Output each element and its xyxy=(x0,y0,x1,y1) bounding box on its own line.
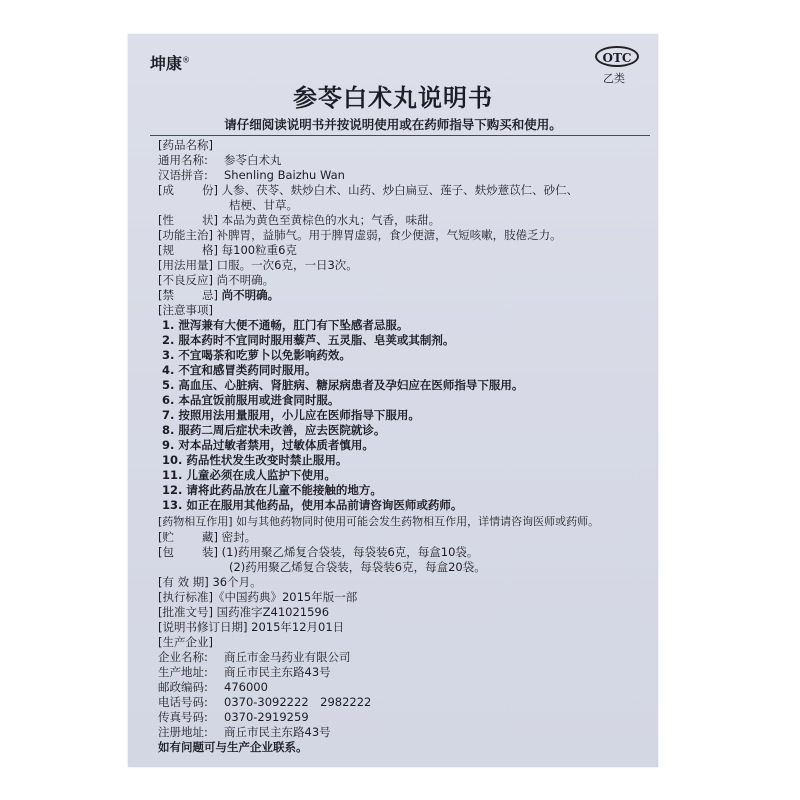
precaution-item: 12. 请将此药品放在儿童不能接触的地方。 xyxy=(162,483,382,497)
contra-row: [禁 忌] 尚不明确。 xyxy=(158,288,280,302)
registered-address-row: 注册地址: 商丘市民主东路43号 xyxy=(158,725,331,739)
precaution-item: 8. 服药二周后症状未改善，应去医院就诊。 xyxy=(162,423,386,437)
contact-note: 如有问题可与生产企业联系。 xyxy=(158,740,308,754)
generic-name-row: 通用名称: 参苓白术丸 xyxy=(158,153,282,167)
postal-code-row: 邮政编码: 476000 xyxy=(158,680,268,694)
phone-row: 电话号码: 0370-3092222 2982222 xyxy=(158,695,372,709)
spec-row: [规 格] 每100粒重6克 xyxy=(158,243,297,257)
indication-row: [功能主治] 补脾胃，益肺气。用于脾胃虚弱，食少便溏，气短咳嗽，肢倦乏力。 xyxy=(158,228,562,242)
precaution-item: 5. 高血压、心脏病、肾脏病、糖尿病患者及孕妇应在医师指导下服用。 xyxy=(162,378,524,392)
precaution-item: 2. 服本药时不宜同时服用藜芦、五灵脂、皂荚或其制剂。 xyxy=(162,333,455,347)
section-precautions: [注意事项] xyxy=(158,303,213,317)
interaction-row: [药物相互作用] 如与其他药物同时使用可能会发生药物相互作用，详情请咨询医师或药师。 xyxy=(158,515,600,528)
approval-row: [批准文号] 国药准字Z41021596 xyxy=(158,605,330,619)
top-divider xyxy=(150,135,650,136)
otc-badge: OTC xyxy=(595,46,639,67)
validity-row: [有 效 期] 36个月。 xyxy=(158,575,262,589)
otc-class-label: 乙类 xyxy=(603,72,625,85)
document-title: 参苓白术丸说明书 xyxy=(293,84,493,112)
package-row: [包 装] (1)药用聚乙烯复合袋装，每袋装6克，每盒10袋。 xyxy=(158,545,479,559)
character-row: [性 状] 本品为黄色至黄棕色的水丸；气香，味甜。 xyxy=(158,213,441,227)
revision-row: [说明书修订日期] 2015年12月01日 xyxy=(158,620,345,634)
precaution-item: 4. 不宜和感冒类药同时服用。 xyxy=(162,363,317,377)
precaution-item: 1. 泄泻兼有大便不通畅，肛门有下坠感者忌服。 xyxy=(162,318,409,332)
precaution-item: 3. 不宜喝茶和吃萝卜以免影响药效。 xyxy=(162,348,351,362)
document-subtitle: 请仔细阅读说明书并按说明使用或在药师指导下购买和使用。 xyxy=(224,117,562,132)
pinyin-row: 汉语拼音: Shenling Baizhu Wan xyxy=(158,168,345,182)
precaution-item: 11. 儿童必须在成人监护下使用。 xyxy=(162,468,336,482)
standard-row: [执行标准]《中国药典》2015年版一部 xyxy=(158,590,358,604)
production-address-row: 生产地址: 商丘市民主东路43号 xyxy=(158,665,331,679)
precaution-item: 13. 如正在服用其他药品，使用本品前请咨询医师或药师。 xyxy=(162,498,463,512)
section-manufacturer: [生产企业] xyxy=(158,635,213,649)
section-drug-name: [药品名称] xyxy=(158,138,213,152)
brand-logo: 坤康® xyxy=(150,54,191,73)
storage-row: [贮 藏] 密封。 xyxy=(158,530,257,544)
package-row-2: (2)药用聚乙烯复合袋装，每袋装6克，每盒20袋。 xyxy=(229,560,486,574)
ingredients-row-2: 桔梗、甘草。 xyxy=(229,198,298,212)
precaution-item: 10. 药品性状发生改变时禁止服用。 xyxy=(162,453,348,467)
usage-row: [用法用量] 口服。一次6克，一日3次。 xyxy=(158,258,358,272)
company-name-row: 企业名称: 商丘市金马药业有限公司 xyxy=(158,650,351,664)
precaution-item: 6. 本品宜饭前服用或进食同时服。 xyxy=(162,393,340,407)
adverse-row: [不良反应] 尚不明确。 xyxy=(158,273,275,287)
fax-row: 传真号码: 0370-2919259 xyxy=(158,710,309,724)
precaution-item: 9. 对本品过敏者禁用，过敏体质者慎用。 xyxy=(162,438,374,452)
precaution-item: 7. 按照用法用量服用，小儿应在医师指导下服用。 xyxy=(162,408,420,422)
ingredients-row: [成 份] 人参、茯苓、麸炒白术、山药、炒白扁豆、莲子、麸炒薏苡仁、砂仁、 xyxy=(158,183,579,197)
